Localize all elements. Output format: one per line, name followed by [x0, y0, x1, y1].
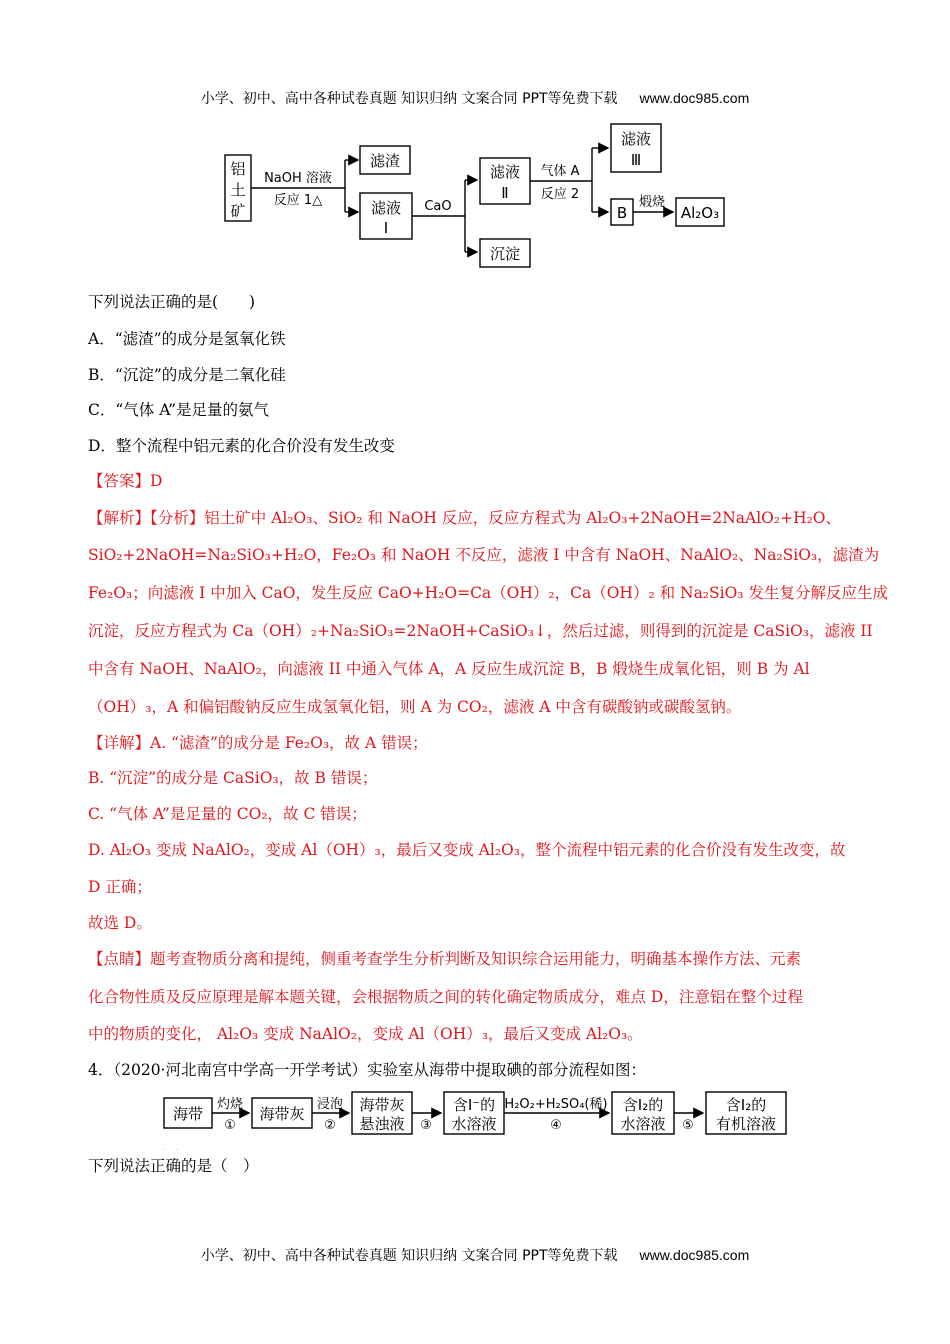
option-d: D．整个流程中铝元素的化合价没有发生改变: [88, 437, 395, 455]
step1-label: 灼烧: [216, 1097, 244, 1112]
footer-url[interactable]: www.doc985.com: [639, 1247, 750, 1263]
option-a: A．“滤渣”的成分是氢氧化铁: [88, 330, 286, 348]
gas-a-label: 气体 A: [540, 164, 580, 179]
analysis-line-2: SiO₂+2NaOH=Na₂SiO₃+H₂O，Fe₂O₃ 和 NaOH 不反应，滤液 I 中含有 NaOH、NaAlO₂、Na₂SiO₃，滤渣为: [88, 546, 880, 564]
filtrate3-num: Ⅲ: [630, 151, 642, 169]
kelp-label: 海带: [172, 1105, 204, 1123]
filtrate1-label: 滤液: [370, 199, 402, 217]
step5-num: ⑤: [682, 1118, 694, 1133]
step1-num: ①: [224, 1118, 236, 1133]
q4-stem: 4．（2020·河北南宫中学高一开学考试）实验室从海带中提取碘的部分流程如图：: [88, 1061, 646, 1079]
cao-label: CaO: [424, 199, 452, 214]
comment-line-1: 【点睛】题考查物质分离和提纯，侧重考查学生分析判断及知识综合运用能力，明确基本操作方法、元素: [88, 950, 802, 968]
header-url[interactable]: www.doc985.com: [639, 90, 750, 106]
detail-line-6: 故选 D。: [88, 914, 152, 932]
analysis-line-6: （OH）₃，A 和偏铝酸钠反应生成氢氧化铝，则 A 为 CO₂，滤液 A 中含有碳酸钠或碳酸氢钠。: [88, 698, 742, 716]
reaction1-label: 反应 1△: [273, 193, 323, 208]
iodine-aqueous-label-2: 水溶液: [620, 1115, 666, 1133]
kelp-ash-label: 海带灰: [259, 1105, 305, 1123]
precipitate-label: 沉淀: [489, 245, 521, 263]
analysis-line-4: 沉淀，反应方程式为 Ca（OH）₂+Na₂SiO₃=2NaOH+CaSiO₃↓，然后过滤，则得到的沉淀是 CaSiO₃，滤液 II: [88, 622, 873, 640]
answer: 【答案】D: [88, 472, 163, 490]
detail-line-4: D. Al₂O₃ 变成 NaAlO₂，变成 Al（OH）₃，最后又变成 Al₂O₃，整个流程中铝元素的化合价没有发生改变，故: [88, 841, 846, 859]
analysis-line-5: 中含有 NaOH、NaAlO₂，向滤液 II 中通入气体 A，A 反应生成沉淀 B，B 煅烧生成氧化铝，则 B 为 Al: [88, 660, 810, 678]
ore-char-1: 铝: [230, 160, 246, 178]
filtrate3-label: 滤液: [620, 130, 652, 148]
filtrate2-num: Ⅱ: [501, 184, 509, 202]
detail-line-2: B. “沉淀”的成分是 CaSiO₃，故 B 错误；: [88, 769, 378, 787]
iodine-aqueous-label-1: 含I₂的: [622, 1096, 664, 1114]
detail-line-3: C. “气体 A”是足量的 CO₂，故 C 错误；: [88, 805, 367, 823]
page-footer: [0, 1245, 950, 1265]
step4-num: ④: [550, 1118, 562, 1133]
calcine-label: 煅烧: [638, 195, 666, 210]
analysis-line-1: 【解析】【分析】铝土矿中 Al₂O₃、SiO₂ 和 NaOH 反应，反应方程式为 Al₂O₃+2NaOH=2NaAlO₂+H₂O、: [88, 509, 842, 527]
reaction2-label: 反应 2: [540, 187, 580, 202]
detail-line-5: D 正确；: [88, 878, 152, 896]
analysis-line-3: Fe₂O₃；向滤液 I 中加入 CaO，发生反应 CaO+H₂O=Ca（OH）₂，Ca（OH）₂ 和 Na₂SiO₃ 发生复分解反应生成: [88, 584, 888, 602]
comment-line-3: 中的物质的变化， Al₂O₃ 变成 NaAlO₂，变成 Al（OH）₃，最后又变成 Al₂O₃。: [88, 1025, 643, 1043]
step2-label: 浸泡: [316, 1097, 344, 1112]
footer-text: 小学、初中、高中各种试卷真题 知识归纳 文案合同 PPT等免费下载: [200, 1248, 618, 1264]
option-b: B．“沉淀”的成分是二氧化硅: [88, 366, 286, 384]
step3-num: ③: [420, 1118, 432, 1133]
ore-char-2: 土: [230, 181, 246, 199]
iodide-label-1: 含I⁻的: [452, 1096, 496, 1114]
residue-label: 滤渣: [369, 152, 401, 170]
detail-line-1: 【详解】A. “滤渣”的成分是 Fe₂O₃，故 A 错误；: [88, 734, 428, 752]
q3-stem: 下列说法正确的是( ): [88, 293, 256, 311]
suspension-label-1: 海带灰: [359, 1096, 405, 1114]
header-text: 小学、初中、高中各种试卷真题 知识归纳 文案合同 PPT等免费下载: [200, 91, 618, 107]
iodine-organic-label-2: 有机溶液: [715, 1115, 777, 1133]
product-label: Al₂O₃: [680, 204, 720, 222]
comment-line-2: 化合物性质及反应原理是解本题关键，会根据物质之间的转化确定物质成分，难点 D，注意铝在整个过程: [88, 988, 803, 1006]
filtrate1-num: Ⅰ: [383, 219, 389, 237]
suspension-label-2: 悬浊液: [359, 1115, 405, 1133]
option-c: C．“气体 A”是足量的氨气: [88, 401, 270, 419]
step2-num: ②: [324, 1118, 336, 1133]
naoh-label: NaOH 溶液: [264, 171, 332, 186]
ore-char-3: 矿: [230, 202, 246, 220]
iodide-label-2: 水溶液: [451, 1115, 497, 1133]
iodine-organic-label-1: 含I₂的: [725, 1096, 767, 1114]
b-label: B: [616, 204, 628, 222]
step4-label: H₂O₂+H₂SO₄(稀): [504, 1097, 608, 1112]
q4-question: 下列说法正确的是（ ）: [88, 1157, 259, 1175]
filtrate2-label: 滤液: [489, 163, 521, 181]
